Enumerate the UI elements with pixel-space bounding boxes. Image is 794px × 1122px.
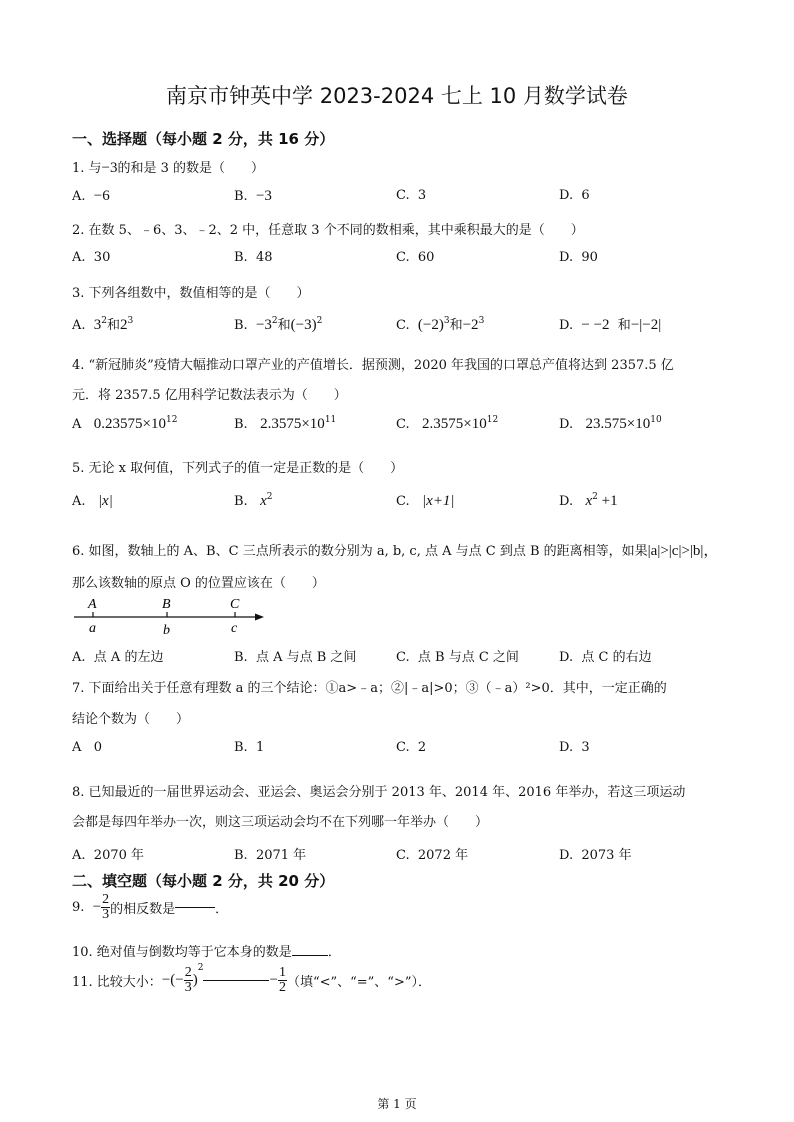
question-11 — [72, 963, 431, 995]
conjunction: 和 — [449, 318, 463, 333]
page-title: 南京市钟英中学 2023-2024 七上 10 月数学试卷 — [166, 84, 628, 108]
option-label: B. — [234, 318, 248, 333]
math-exponent: 2 — [101, 316, 108, 326]
fraction-denominator: 2 — [278, 980, 286, 995]
option-value: 1 — [255, 740, 265, 755]
option-label: A — [72, 740, 82, 755]
math-exponent: 12 — [166, 415, 178, 425]
q11-hint: （填“<”、“=”、“>”）． — [286, 975, 431, 990]
q6-condition: |a|>|c|>|b|， — [647, 543, 719, 559]
option-value: 点 A 与点 B 之间 — [255, 650, 357, 665]
option-label: B. — [234, 494, 248, 509]
q8-option-b — [234, 844, 306, 863]
q11-fraction-2 — [278, 966, 287, 995]
question-8-line-1: 8. 已知最近的一届世界运动会、亚运会、奥运会分别于 2013 年、2014 年、2016 年举办，若这三项运动 — [72, 785, 686, 800]
math-base: x — [260, 493, 267, 509]
q3-option-b — [234, 314, 322, 334]
option-label: D. — [559, 250, 574, 265]
q8-option-c — [396, 844, 468, 863]
option-value: 60 — [417, 250, 435, 265]
q7-option-d — [559, 740, 590, 755]
q9-end: ． — [215, 902, 229, 917]
option-value: 0 — [93, 740, 103, 755]
option-label: B. — [234, 650, 248, 665]
q1-option-c — [396, 188, 426, 203]
question-7-line-1: 7. 下面给出关于任意有理数 a 的三个结论：①a>﹣a；②|﹣a|>0；③（﹣a）²>0．其中，一定正确的 — [72, 681, 667, 696]
conjunction: 和 — [617, 318, 631, 333]
option-label: B. — [234, 848, 248, 863]
option-value: 点 A 的左边 — [93, 650, 164, 665]
q11-expr-open: −(− — [161, 972, 184, 988]
q2-option-d — [559, 250, 598, 265]
q9-text: 的相反数是 — [110, 902, 176, 917]
option-label: B. — [234, 189, 248, 204]
math-base: 2.3575×10 — [260, 416, 325, 432]
answer-blank[interactable] — [203, 980, 269, 981]
question-5-stem: 5. 无论 x 取何值，下列式子的值一定是正数的是（ ） — [72, 461, 404, 476]
option-label: A. — [72, 250, 86, 265]
section-heading-fill: 二、填空题（每小题 2 分，共 20 分） — [72, 872, 335, 890]
question-7-line-2: 结论个数为（ ） — [72, 712, 190, 727]
number-line-arrow-icon — [255, 614, 264, 621]
question-6-line-2: 那么该数轴的原点 O 的位置应该在（ ） — [72, 576, 325, 591]
option-label: B. — [234, 740, 248, 755]
q5-option-d — [559, 493, 618, 510]
math-base: −3 — [255, 317, 272, 333]
q4-option-b — [234, 416, 336, 433]
q6-option-d — [559, 646, 652, 665]
question-1-stem — [72, 157, 264, 177]
math-base: (−3) — [290, 317, 317, 333]
q6-option-c — [396, 646, 519, 665]
q5-option-b — [234, 493, 273, 510]
option-label: C. — [396, 848, 410, 863]
math-base: 2 — [120, 317, 128, 333]
q7-option-b — [234, 740, 264, 755]
option-label: B. — [234, 417, 248, 432]
math-exponent: 2 — [592, 492, 598, 502]
question-6-line-1 — [72, 539, 718, 560]
fraction-numerator: 1 — [278, 965, 286, 980]
math-base: 23.575×10 — [585, 416, 651, 432]
math-exponent: 3 — [478, 316, 485, 326]
point-label-a: A — [88, 597, 97, 612]
question-4-line-2: 元．将 2357.5 亿用科学记数法表示为（ ） — [72, 388, 347, 403]
option-value: −6 — [93, 188, 110, 204]
q9-number: 9. — [72, 900, 85, 915]
math-tail: +1 — [597, 493, 618, 509]
q1-option-a — [72, 188, 110, 205]
q10-text: 10. 绝对值与倒数均等于它本身的数是 — [72, 945, 292, 960]
question-2-stem: 2. 在数 5、﹣6、3、﹣2、2 中，任意取 3 个不同的数相乘，其中乘积最大的是（ ） — [72, 223, 584, 238]
q7-option-c — [396, 740, 426, 755]
option-label: C. — [396, 417, 410, 432]
option-value: 点 C 的右边 — [581, 650, 652, 665]
option-label: C. — [396, 188, 410, 203]
option-label: A — [72, 417, 82, 432]
math-exponent: 10 — [650, 415, 662, 425]
section-heading-choice: 一、选择题（每小题 2 分，共 16 分） — [72, 130, 335, 148]
q8-option-a — [72, 844, 144, 863]
q6-text: 6. 如图，数轴上的 A、B、C 三点所表示的数分别为 a, b, c, 点 A 与点 C 到点 B 的距离相等，如果 — [72, 544, 648, 559]
fraction-numerator: 2 — [102, 892, 110, 907]
fraction-denominator: 3 — [184, 980, 192, 995]
value-label-c: c — [231, 621, 238, 636]
q11-negative-sign: − — [269, 972, 278, 988]
math-expr: |x| — [97, 493, 113, 509]
q9-fraction — [101, 893, 110, 922]
q11-fraction-1 — [184, 966, 193, 995]
number-line-figure — [72, 594, 272, 638]
math-exponent: 2 — [316, 316, 323, 326]
option-label: D. — [559, 650, 574, 665]
answer-blank[interactable] — [292, 955, 328, 956]
conjunction: 和 — [277, 318, 291, 333]
question-3-stem: 3. 下列各组数中，数值相等的是（ ） — [72, 286, 310, 301]
option-label: D. — [559, 494, 574, 509]
math-base: 2.3575×10 — [422, 416, 487, 432]
option-label: A. — [72, 318, 86, 333]
math-base: −2 — [462, 317, 479, 333]
option-value: 6 — [581, 188, 590, 203]
option-value: 2 — [417, 740, 427, 755]
q11-number: 11. 比较大小： — [72, 975, 162, 990]
option-label: A. — [72, 848, 86, 863]
math-base: x — [585, 493, 593, 509]
conjunction: 和 — [107, 318, 121, 333]
q4-option-d — [559, 416, 662, 433]
q2-option-b — [234, 250, 273, 265]
option-value: 点 B 与点 C 之间 — [417, 650, 519, 665]
fraction-denominator: 3 — [102, 907, 110, 922]
math-exponent: 2 — [266, 492, 273, 502]
answer-blank[interactable] — [175, 907, 215, 908]
math-exponent: 11 — [324, 415, 337, 425]
math-exponent: 3 — [443, 316, 450, 326]
q3-option-c — [396, 314, 484, 334]
option-label: A. — [72, 189, 86, 204]
q1-text-a: 1. 与 — [72, 161, 102, 176]
option-label: A. — [72, 494, 86, 509]
q6-option-b — [234, 646, 356, 665]
q1-number: −3 — [101, 160, 118, 176]
math-base: (−2) — [417, 317, 444, 333]
point-label-c: C — [230, 597, 240, 612]
q5-option-c — [396, 493, 455, 510]
q4-option-a — [72, 416, 177, 433]
option-label: A. — [72, 650, 86, 665]
option-label: D. — [559, 417, 574, 432]
math-expr: −|−2| — [630, 317, 662, 333]
option-label: C. — [396, 650, 410, 665]
q9-negative-sign: − — [92, 899, 102, 915]
q2-option-c — [396, 250, 434, 265]
q1-option-d — [559, 188, 590, 203]
option-label: B. — [234, 250, 248, 265]
q2-option-a — [72, 250, 110, 265]
question-9 — [72, 893, 228, 922]
option-label: D. — [559, 318, 574, 333]
option-label: C. — [396, 740, 410, 755]
option-label: D. — [559, 848, 574, 863]
option-value: 3 — [581, 740, 590, 755]
option-value: 2070 年 — [93, 848, 145, 863]
q3-option-a — [72, 314, 133, 334]
question-8-line-2: 会都是每四年举办一次，则这三项运动会均不在下列哪一年举办（ ） — [72, 815, 489, 830]
q8-option-d — [559, 844, 632, 863]
option-label: C. — [396, 250, 410, 265]
option-value: 2072 年 — [417, 848, 469, 863]
question-10 — [72, 941, 341, 960]
page-footer: 第 1 页 — [377, 1097, 417, 1111]
point-label-b: B — [162, 597, 171, 612]
q5-option-a — [72, 493, 113, 510]
option-value: 48 — [255, 250, 273, 265]
q7-option-a — [72, 740, 102, 755]
question-4-line-1: 4. “新冠肺炎”疫情大幅推动口罩产业的产值增长．据预测，2020 年我国的口罩总产值将达到 2357.5 亿 — [72, 358, 674, 373]
fraction-numerator: 2 — [184, 965, 192, 980]
option-value: 30 — [93, 250, 111, 265]
value-label-b: b — [163, 623, 170, 638]
math-exponent: 12 — [486, 415, 499, 425]
option-label: C. — [396, 318, 410, 333]
option-value: 2071 年 — [255, 848, 307, 863]
math-base: 3 — [93, 317, 102, 333]
math-expr: |x+1| — [422, 493, 455, 509]
option-label: D. — [559, 740, 574, 755]
option-label: D. — [559, 188, 574, 203]
q1-text-b: 的和是 3 的数是（ ） — [117, 161, 265, 176]
q11-expr-close: ) — [192, 972, 198, 988]
option-value: 90 — [581, 250, 598, 265]
q3-option-d — [559, 314, 661, 334]
q4-option-c — [396, 416, 498, 433]
q10-end: ． — [327, 945, 341, 960]
option-value: 2073 年 — [581, 848, 632, 863]
math-exponent: 3 — [127, 316, 134, 326]
math-exponent: 2 — [271, 316, 278, 326]
q6-option-a — [72, 646, 163, 665]
q1-option-b — [234, 188, 272, 205]
option-label: C. — [396, 494, 410, 509]
math-expr: − −2 — [581, 317, 610, 333]
value-label-a: a — [89, 621, 96, 636]
math-exponent: 2 — [197, 963, 204, 973]
math-base: 0.23575×10 — [93, 416, 167, 432]
option-value: −3 — [255, 188, 272, 204]
option-value: 3 — [417, 188, 427, 203]
